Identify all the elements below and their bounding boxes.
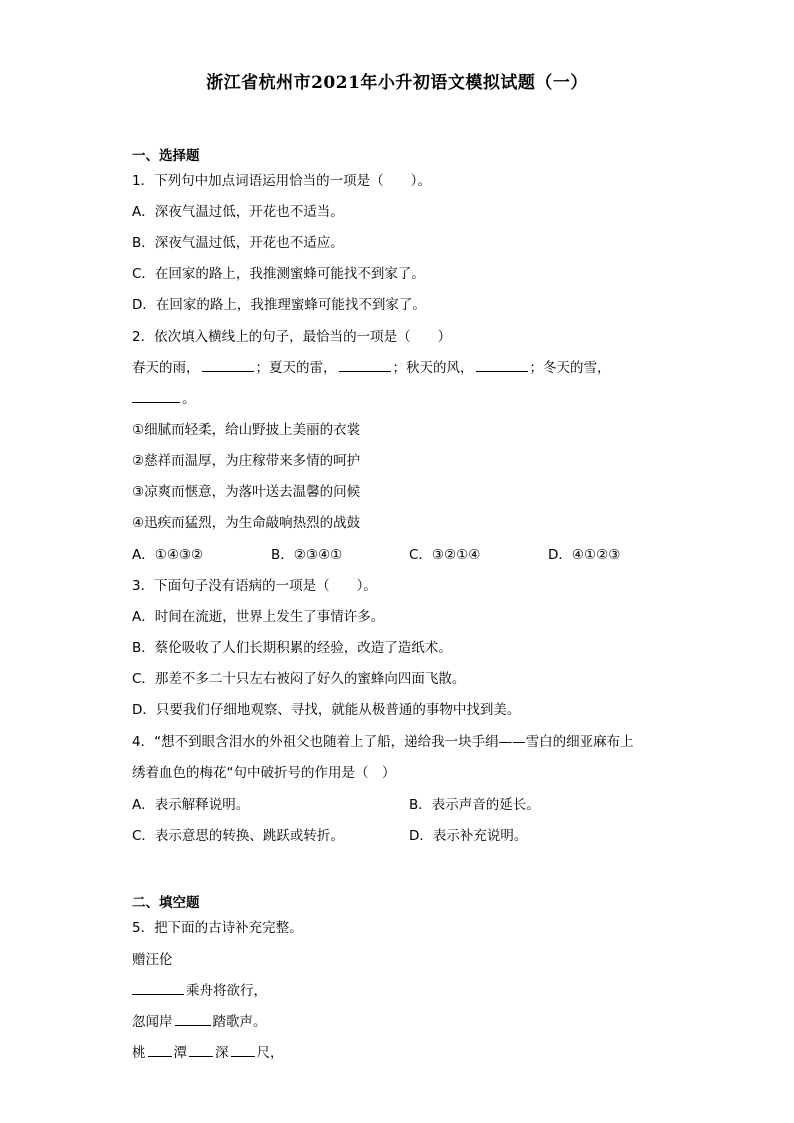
q1-option-a: A．深夜气温过低，开花也不适当。 [132, 204, 344, 220]
answer-blank [202, 359, 254, 372]
poem-line-2 [132, 1013, 267, 1031]
answer-blank [148, 1044, 172, 1057]
q2-stem: 2．依次填入横线上的句子，最恰当的一项是（ ） [132, 329, 452, 345]
q2-choice-3: ③凉爽而惬意，为落叶送去温馨的问候 [132, 484, 361, 500]
poem-line-2-part-2: 踏歌声。 [212, 1014, 267, 1030]
poem-line-1-text: 乘舟将欲行， [186, 983, 267, 999]
q2-sentence-end [132, 390, 196, 408]
poem-line-3 [132, 1044, 284, 1062]
q2-option-c: C．③②①④ [409, 547, 481, 563]
answer-blank [132, 390, 180, 403]
q2-part-3: ；秋天的风， [392, 360, 474, 376]
q1-option-c: C．在回家的路上，我推测蜜蜂可能找不到家了。 [132, 266, 425, 282]
poem-line-1 [132, 982, 267, 1000]
poem-line-2-part-1: 忽闻岸 [132, 1014, 173, 1030]
q3-stem: 3．下面句子没有语病的一项是（ ）。 [132, 578, 377, 594]
q4-stem-line-2: 绣着血色的梅花“句中破折号的作用是（ ） [132, 765, 396, 781]
answer-blank [339, 359, 391, 372]
section-heading-choice: 一、选择题 [132, 148, 200, 164]
q3-option-c: C．那差不多二十只左右被闷了好久的蜜蜂向四面飞散。 [132, 671, 466, 687]
q2-end-mark: 。 [182, 391, 196, 407]
q2-part-4: ；冬天的雪， [529, 360, 611, 376]
q4-option-d: D．表示补充说明。 [409, 828, 528, 844]
q2-choice-2: ②慈祥而温厚，为庄稼带来多情的呵护 [132, 453, 361, 469]
answer-blank [189, 1044, 213, 1057]
answer-blank [175, 1013, 211, 1026]
poem-title: 赠汪伦 [132, 952, 173, 968]
q2-part-2: ；夏天的雷， [255, 360, 337, 376]
poem-line-3-part-2: 潭 [173, 1045, 187, 1061]
q4-option-c: C．表示意思的转换、跳跃或转折。 [132, 828, 344, 844]
q4-option-b: B．表示声音的延长。 [409, 797, 540, 813]
q2-option-b: B．②③④① [271, 547, 343, 563]
q1-option-b: B．深夜气温过低，开花也不适应。 [132, 235, 344, 251]
poem-line-3-part-1: 桃 [132, 1045, 146, 1061]
q1-option-d: D．在回家的路上，我推理蜜蜂可能找不到家了。 [132, 297, 426, 313]
section-heading-fill: 二、填空题 [132, 895, 200, 911]
q2-choice-4: ④迅疾而猛烈，为生命敲响热烈的战鼓 [132, 515, 361, 531]
q3-option-d: D．只要我们仔细地观察、寻找，就能从极普通的事物中找到美。 [132, 702, 521, 718]
q4-option-a: A．表示解释说明。 [132, 797, 250, 813]
q2-option-a: A．①④③② [132, 547, 204, 563]
q3-option-a: A．时间在流逝，世界上发生了事情许多。 [132, 609, 385, 625]
q3-option-b: B．蔡伦吸收了人们长期积累的经验，改造了造纸术。 [132, 640, 452, 656]
q2-choice-1: ①细腻而轻柔，给山野披上美丽的衣裳 [132, 422, 361, 438]
q2-sentence [132, 359, 611, 377]
poem-line-3-part-3: 深 [215, 1045, 229, 1061]
page-title: 浙江省杭州市2021年小升初语文模拟试题（一） [206, 73, 588, 93]
answer-blank [476, 359, 528, 372]
q1-stem: 1．下列句中加点词语运用恰当的一项是（ ）。 [132, 173, 431, 189]
q5-stem: 5．把下面的古诗补充完整。 [132, 920, 303, 936]
q2-part-1: 春天的雨， [132, 360, 200, 376]
poem-line-3-part-4: 尺， [256, 1045, 284, 1061]
q2-option-d: D．④①②③ [548, 547, 621, 563]
answer-blank [132, 982, 184, 995]
q4-stem-line-1: 4．“想不到眼含泪水的外祖父也随着上了船，递给我一块手绢——雪白的细亚麻布上 [132, 734, 634, 750]
answer-blank [231, 1044, 255, 1057]
